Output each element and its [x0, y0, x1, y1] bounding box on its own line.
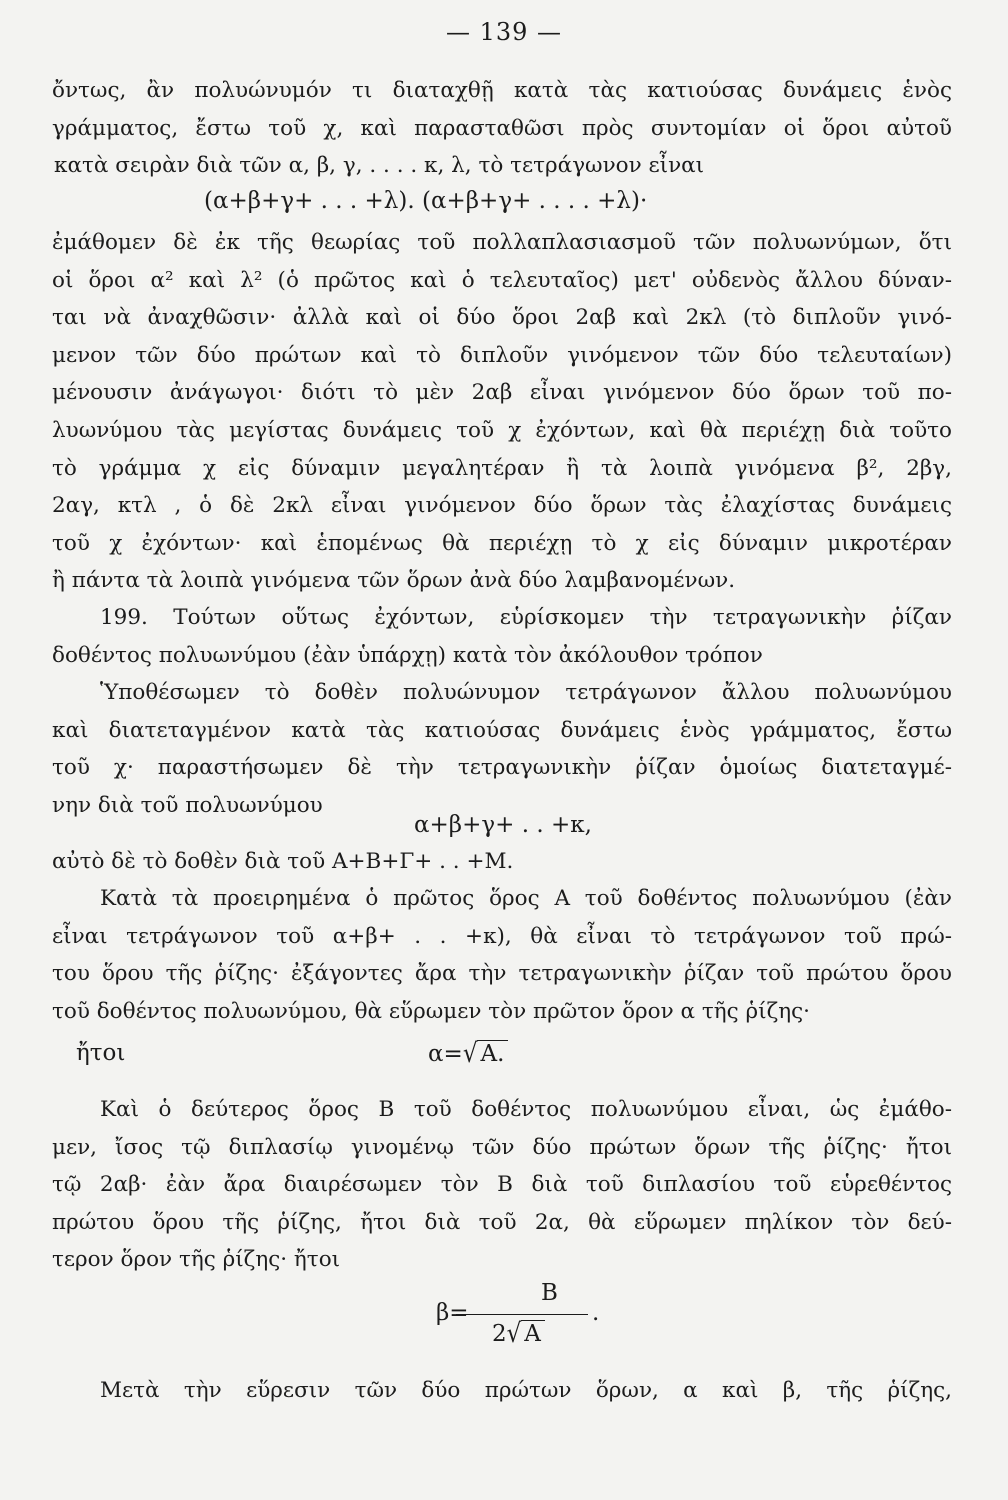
text-line: πρώτου ὅρου τῆς ῥίζης, ἤτοι διὰ τοῦ 2α, θὰ εὕρωμεν πηλίκον τὸν δεύ-: [52, 1209, 952, 1235]
given-polynomial-line: [52, 843, 952, 881]
radical-sign: √: [506, 1319, 522, 1349]
formula-end-dot: .: [592, 1300, 600, 1326]
paragraph-continuation: [52, 72, 952, 185]
text-line: ται νὰ ἀναχθῶσιν· ἀλλὰ καὶ οἱ δύο ὅροι 2αβ καὶ 2κλ (τὸ διπλοῦν γινό-: [52, 305, 952, 331]
text-line: του ὅρου τῆς ῥίζης· ἐξάγοντες ἄρα τὴν τετραγωνικὴν ῥίζαν τοῦ πρώτου ὅρου: [52, 961, 952, 987]
text-line: ἢ πάντα τὰ λοιπὰ γινόμενα τῶν ὅρων ἀνὰ δύο λαμβανομένων.: [52, 568, 736, 594]
text-line: ἐμάθομεν δὲ ἐκ τῆς θεωρίας τοῦ πολλαπλασιασμοῦ τῶν πολυωνύμων, ὅτι: [52, 230, 952, 255]
text-line: γράμματος, ἔστω τοῦ χ, καὶ παρασταθῶσι πρὸς συντομίαν οἱ ὅροι αὐτοῦ: [52, 115, 952, 141]
sqrt-expression: [507, 1320, 545, 1347]
text-line: αὐτὸ δὲ τὸ δοθὲν διὰ τοῦ Α+Β+Γ+ . . +Μ.: [52, 849, 514, 874]
paragraph-theory: [52, 224, 952, 600]
radical-sign: √: [462, 1039, 478, 1069]
formula-square-expansion: (α+β+γ+ . . . +λ). (α+β+γ+ . . . . +λ)·: [204, 188, 648, 214]
text-line: 2αγ, κτλ , ὁ δὲ 2κλ εἶναι γινόμενον δύο ὅρων τὰς ἐλαχίστας δυνάμεις: [52, 493, 952, 519]
page-number: — 139 —: [445, 18, 563, 46]
text-line: κατὰ σειρὰν διὰ τῶν α, β, γ, . . . . κ, λ, τὸ τετράγωνον εἶναι: [54, 153, 705, 179]
text-line: τοῦ χ ἐχόντων· καὶ ἑπομένως θὰ περιέχῃ τὸ χ εἰς δύναμιν μικροτέραν: [52, 530, 952, 556]
text-line: τοῦ χ· παραστήσωμεν δὲ τὴν τετραγωνικὴν ῥίζαν ὁμοίως διατεταγμέ-: [52, 755, 952, 781]
text-line: μένουσιν ἀνάγωγοι· διότι τὸ μὲν 2αβ εἶναι γινόμενον δύο ὅρων τοῦ πο-: [52, 380, 952, 406]
text-line: τὸ γράμμα χ εἰς δύναμιν μεγαλητέραν ἢ τὰ λοιπὰ γινόμενα β², 2βγ,: [52, 455, 952, 481]
formula-beta-fraction: [436, 1280, 606, 1360]
formula-lhs: β=: [436, 1300, 469, 1326]
paragraph-hypothesis: [52, 674, 952, 824]
text-line: Ὑποθέσωμεν τὸ δοθὲν πολυώνυμον τετράγωνον ἄλλου πολυωνύμου: [100, 680, 952, 705]
text-line: ὄντως, ἂν πολυώνυμόν τι διαταχθῇ κατὰ τὰς κατιούσας δυνάμεις ἑνὸς: [52, 78, 952, 103]
text-line: τερον ὅρον τῆς ῥίζης· ἤτοι: [52, 1247, 341, 1273]
radicand: Α.: [477, 1040, 508, 1067]
text-line: μενον τῶν δύο πρώτων καὶ τὸ διπλοῦν γινόμενον τῶν δύο τελευταίων): [52, 342, 952, 368]
text-line: τοῦ δοθέντος πολυωνύμου, θὰ εὕρωμεν τὸν πρῶτον ὅρον α τῆς ῥίζης·: [52, 998, 810, 1024]
text-line: τῷ 2αβ· ἐὰν ἄρα διαιρέσωμεν τὸν Β διὰ τοῦ διπλασίου τοῦ εὑρεθέντος: [52, 1172, 952, 1198]
formula-root-polynomial: α+β+γ+ . . +κ,: [414, 812, 592, 838]
fraction-bar: [456, 1314, 588, 1315]
text-line: Κατὰ τὰ προειρημένα ὁ πρῶτος ὅρος Α τοῦ δοθέντος πολυωνύμου (ἐὰν: [100, 886, 952, 911]
text-line: λυωνύμου τὰς μεγίστας δυνάμεις τοῦ χ ἐχόντων, καὶ θὰ περιέχῃ διὰ τοῦτο: [52, 417, 952, 443]
text-line: οἱ ὅροι α² καὶ λ² (ὁ πρῶτος καὶ ὁ τελευταῖος) μετ' οὐδενὸς ἄλλου δύναν-: [52, 267, 952, 293]
text-line: νην διὰ τοῦ πολυωνύμου: [52, 792, 323, 818]
section-199: [52, 599, 952, 674]
denominator-coefficient: 2: [492, 1321, 507, 1347]
text-line: εἶναι τετράγωνον τοῦ α+β+ . . +κ), θὰ εἶναι τὸ τετράγωνον τοῦ πρώ-: [52, 923, 952, 949]
paragraph-first-term: [52, 880, 952, 1030]
sqrt-expression: [463, 1040, 509, 1067]
text-line: δοθέντος πολυωνύμου (ἐὰν ὑπάρχῃ) κατὰ τὸν ἀκόλουθον τρόπον: [52, 642, 763, 668]
hetoi-label: ἤτοι: [76, 1040, 126, 1066]
fraction-denominator: [492, 1320, 545, 1347]
fraction-numerator: Β: [541, 1280, 558, 1306]
radicand: Α: [521, 1320, 545, 1347]
text-line: καὶ διατεταγμένον κατὰ τὰς κατιούσας δυνάμεις ἑνὸς γράμματος, ἔστω: [52, 717, 952, 743]
formula-alpha-sqrt: [428, 1040, 508, 1067]
text-line: Καὶ ὁ δεύτερος ὅρος Β τοῦ δοθέντος πολυωνύμου εἶναι, ὡς ἐμάθο-: [100, 1097, 952, 1122]
paragraph-second-term: [52, 1091, 952, 1279]
section-heading-line: 199. Τούτων οὕτως ἐχόντων, εὑρίσκομεν τὴν τετραγωνικὴν ῥίζαν: [100, 605, 952, 630]
formula-lhs: α=: [428, 1041, 463, 1067]
text-line: Μετὰ τὴν εὕρεσιν τῶν δύο πρώτων ὅρων, α καὶ β, τῆς ῥίζης,: [100, 1378, 952, 1403]
closing-line: [52, 1372, 952, 1410]
text-line: μεν, ἴσος τῷ διπλασίῳ γινομένῳ τῶν δύο πρώτων ὅρων τῆς ῥίζης· ἤτοι: [52, 1134, 952, 1160]
